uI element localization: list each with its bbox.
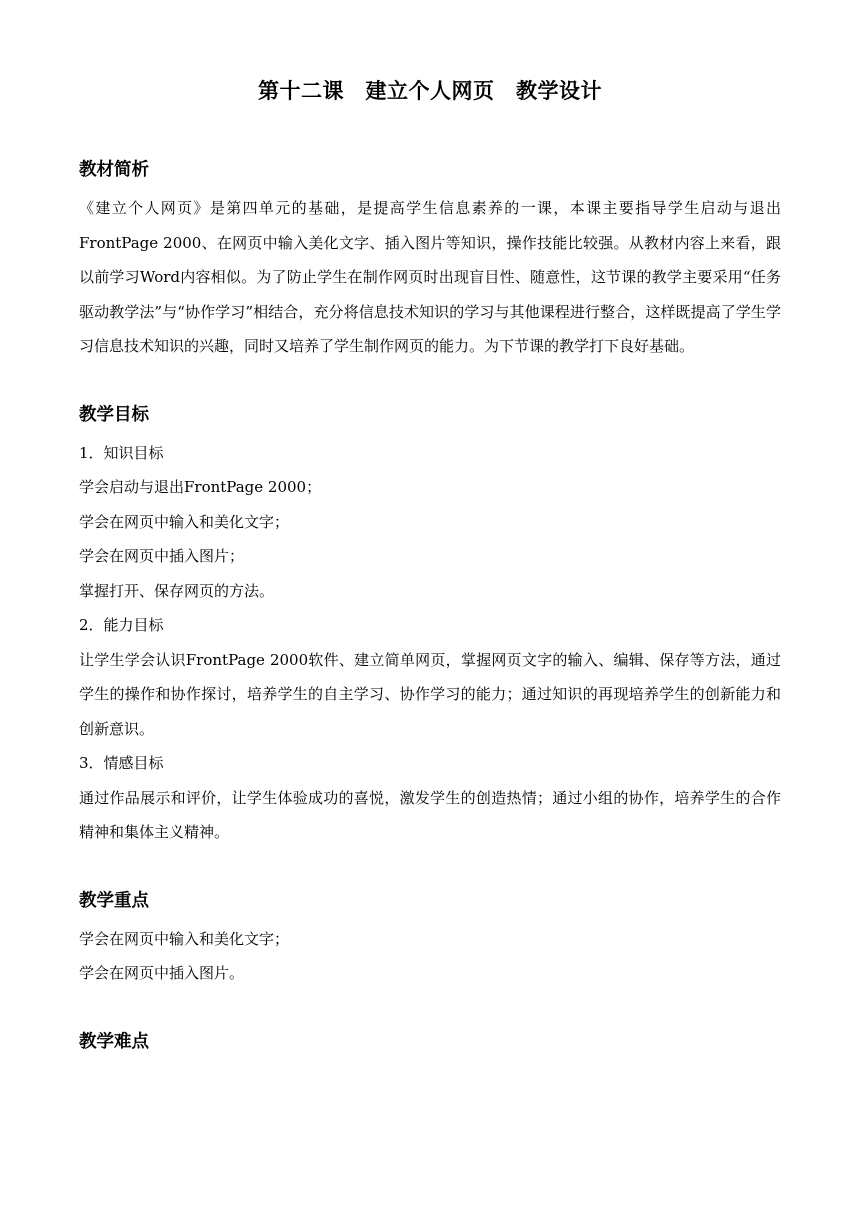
document-body	[79, 155, 781, 1063]
section-spacer	[79, 364, 781, 400]
emotion-objective-label: 3．情感目标	[79, 754, 164, 772]
section-key-points	[79, 886, 781, 991]
section-spacer	[79, 991, 781, 1027]
section-heading-key-points: 教学重点	[79, 890, 149, 911]
ability-objective-text: 让学生学会认识FrontPage 2000软件、建立简单网页，掌握网页文字的输入、编辑、保存等方法，通过学生的操作和协作探讨，培养学生的自主学习、协作学习的能力；通过知识的再现培养学生的创新能力和创新意识。	[79, 650, 781, 738]
page-title: 第十二课 建立个人网页 教学设计	[258, 79, 602, 103]
section-heading-difficulties: 教学难点	[79, 1031, 149, 1052]
knowledge-objective-label: 1．知识目标	[79, 443, 164, 462]
section-analysis	[79, 155, 781, 364]
section-heading-objectives: 教学目标	[79, 404, 149, 425]
emotion-objective-text: 通过作品展示和评价，让学生体验成功的喜悦，激发学生的创造热情；通过小组的协作，培养学生的合作精神和集体主义精神。	[79, 788, 781, 841]
section-heading-analysis: 教材简析	[79, 160, 149, 180]
ability-objective-label: 2．能力目标	[79, 616, 164, 634]
analysis-paragraph: 《建立个人网页》是第四单元的基础，是提高学生信息素养的一课，本课主要指导学生启动与退出FrontPage 2000、在网页中输入美化文字、插入图片等知识，操作技能比较强。从教材内容上来看，跟以前学习Word内容相似。为了防止学生在制作网页时出现盲目性、随意性，这节课的教学主要采用“任务驱动教学法”与“协作学习”相结合，充分将信息技术知识的学习与其他课程进行整合，这样既提高了学生学习信息技术知识的兴趣，同时又培养了学生制作网页的能力。为下节课的教学打下良好基础。	[79, 199, 781, 355]
section-objectives	[79, 400, 781, 850]
knowledge-item: 学会在网页中输入和美化文字；	[79, 512, 290, 531]
knowledge-item: 掌握打开、保存网页的方法。	[79, 581, 275, 600]
knowledge-item: 学会启动与退出FrontPage 2000；	[79, 478, 322, 496]
section-spacer	[79, 850, 781, 886]
section-difficulties	[79, 1027, 781, 1057]
knowledge-item: 学会在网页中插入图片；	[79, 547, 245, 565]
key-point-item: 学会在网页中输入和美化文字；	[79, 929, 290, 948]
key-point-item: 学会在网页中插入图片。	[79, 964, 245, 982]
